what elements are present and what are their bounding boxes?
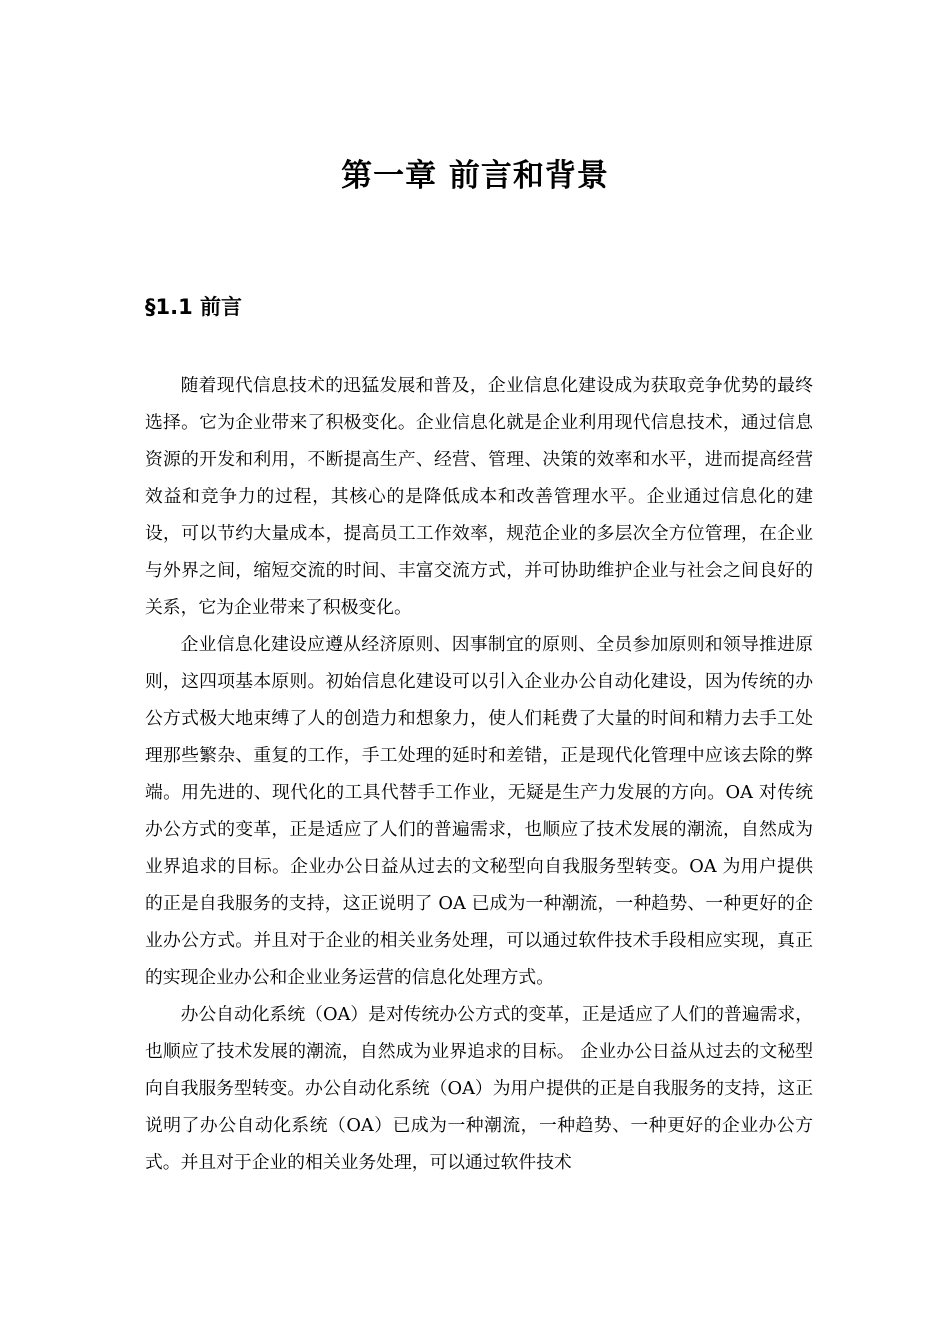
paragraph: 随着现代信息技术的迅猛发展和普及，企业信息化建设成为获取竞争优势的最终选择。它为企业带来了积极变化。企业信息化就是企业利用现代信息技术，通过信息资源的开发和利用，不断提高生产、经营、管理、决策的效率和水平，进而提高经营效益和竞争力的过程，其核心的是降低成本和改善管理水平。企业通过信息化的建设，可以节约大量成本，提高员工工作效率，规范企业的多层次全方位管理，在企业与外界之间，缩短交流的时间、丰富交流方式，并可协助维护企业与社会之间良好的关系，它为企业带来了积极变化。 bbox=[145, 375, 813, 618]
body-text bbox=[145, 367, 813, 1181]
section-title: §1.1 前言 bbox=[145, 295, 243, 319]
paragraph: 办公自动化系统（OA）是对传统办公方式的变革，正是适应了人们的普遍需求，也顺应了技术发展的潮流，自然成为业界追求的目标。 企业办公日益从过去的文秘型向自我服务型转变。办公自动化系统（OA）为用户提供的正是自我服务的支持，这正说明了办公自动化系统（OA）已成为一种潮流，一种趋势、一种更好的企业办公方式。并且对于企业的相关业务处理，可以通过软件技术 bbox=[145, 1004, 813, 1173]
chapter-title: 第一章 前言和背景 bbox=[341, 158, 609, 194]
paragraph: 企业信息化建设应遵从经济原则、因事制宜的原则、全员参加原则和领导推进原则，这四项基本原则。初始信息化建设可以引入企业办公自动化建设，因为传统的办公方式极大地束缚了人的创造力和想象力，使人们耗费了大量的时间和精力去手工处理那些繁杂、重复的工作，手工处理的延时和差错，正是现代化管理中应该去除的弊端。用先进的、现代化的工具代替手工作业，无疑是生产力发展的方向。OA 对传统办公方式的变革，正是适应了人们的普遍需求，也顺应了技术发展的潮流，自然成为业界追求的目标。企业办公日益从过去的文秘型向自我服务型转变。OA 为用户提供的正是自我服务的支持，这正说明了 OA 已成为一种潮流，一种趋势、一种更好的企业办公方式。并且对于企业的相关业务处理，可以通过软件技术手段相应实现，真正的实现企业办公和企业业务运营的信息化处理方式。 bbox=[145, 634, 813, 988]
